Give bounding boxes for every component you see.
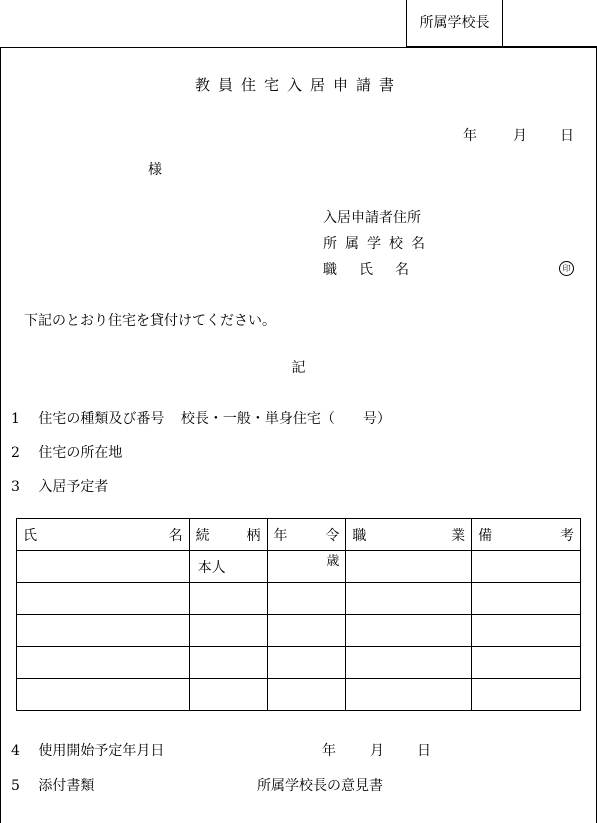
approval-seal-area[interactable] [503,0,597,46]
header-occupation: 職 業 [346,519,472,551]
cell-relation[interactable] [189,583,267,615]
item-number: 3 [11,479,20,495]
item-number: 2 [11,445,20,461]
applicant-name-label: 職 氏 名 [323,262,413,278]
table-header-row [17,519,581,551]
cell-remarks[interactable] [472,615,581,647]
occupant-table [16,518,581,711]
house-type-value[interactable]: 校長・一般・単身住宅（ 号） [180,411,391,427]
cell-name[interactable] [17,679,190,711]
item-label: 添付書類 [38,778,95,794]
seal-mark-icon [559,261,574,276]
cell-relation[interactable] [189,615,267,647]
header-name: 氏 名 [17,519,190,551]
cell-remarks[interactable] [472,551,581,583]
cell-remarks[interactable] [472,679,581,711]
applicant-address-label: 入居申請者住所 [323,210,421,226]
attachment-value: 所属学校長の意見書 [257,778,383,794]
item-label: 住宅の所在地 [38,445,123,461]
table-row [17,679,581,711]
table-row [17,615,581,647]
applicant-school-label: 所属学校名 [323,236,433,252]
item-4 [11,740,164,760]
cell-occupation[interactable] [346,583,472,615]
ki-heading: 記 [291,360,306,376]
start-year-label: 年 [322,743,336,759]
cell-age[interactable] [267,615,346,647]
item-label: 入居予定者 [38,479,109,495]
start-day-label: 日 [417,743,431,759]
cell-relation[interactable] [189,551,267,583]
approval-label: 所属学校長 [407,0,503,46]
cell-age[interactable] [267,583,346,615]
age-unit: 歳 [326,554,340,569]
date-month-label: 月 [513,128,527,144]
cell-name[interactable] [17,647,190,679]
cell-occupation[interactable] [346,615,472,647]
header-relation: 続 柄 [189,519,267,551]
cell-age[interactable] [267,647,346,679]
cell-occupation[interactable] [346,647,472,679]
item-label: 使用開始予定年月日 [38,743,165,759]
cell-name[interactable] [17,615,190,647]
cell-occupation[interactable] [346,679,472,711]
item-number: 4 [11,743,20,759]
form-title: 教員住宅入居申請書 [194,76,402,94]
cell-name[interactable] [17,551,190,583]
item-2 [11,442,122,462]
start-month-label: 月 [370,743,384,759]
cell-relation[interactable] [189,647,267,679]
cell-age[interactable] [267,679,346,711]
cell-occupation[interactable] [346,551,472,583]
item-5 [11,775,94,795]
relation-self: 本人 [197,559,226,576]
seal-mark-text: 印 [562,264,571,273]
item-3 [11,476,108,496]
cell-name[interactable] [17,583,190,615]
item-label: 住宅の種類及び番号 [38,411,165,427]
approval-box [406,0,597,47]
addressee-suffix: 様 [148,162,162,178]
item-number: 5 [11,778,20,794]
cell-remarks[interactable] [472,647,581,679]
item-1 [11,408,391,428]
cell-relation[interactable] [189,679,267,711]
date-year-label: 年 [463,128,477,144]
applicant-school-row [323,233,433,253]
item-number: 1 [11,411,20,427]
table-row [17,583,581,615]
date-day-label: 日 [560,128,574,144]
request-text: 下記のとおり住宅を貸付けてください。 [24,313,276,329]
header-age: 年 令 [267,519,346,551]
cell-remarks[interactable] [472,583,581,615]
header-remarks: 備 考 [472,519,581,551]
cell-age[interactable] [267,551,346,583]
table-row [17,551,581,583]
table-row [17,647,581,679]
